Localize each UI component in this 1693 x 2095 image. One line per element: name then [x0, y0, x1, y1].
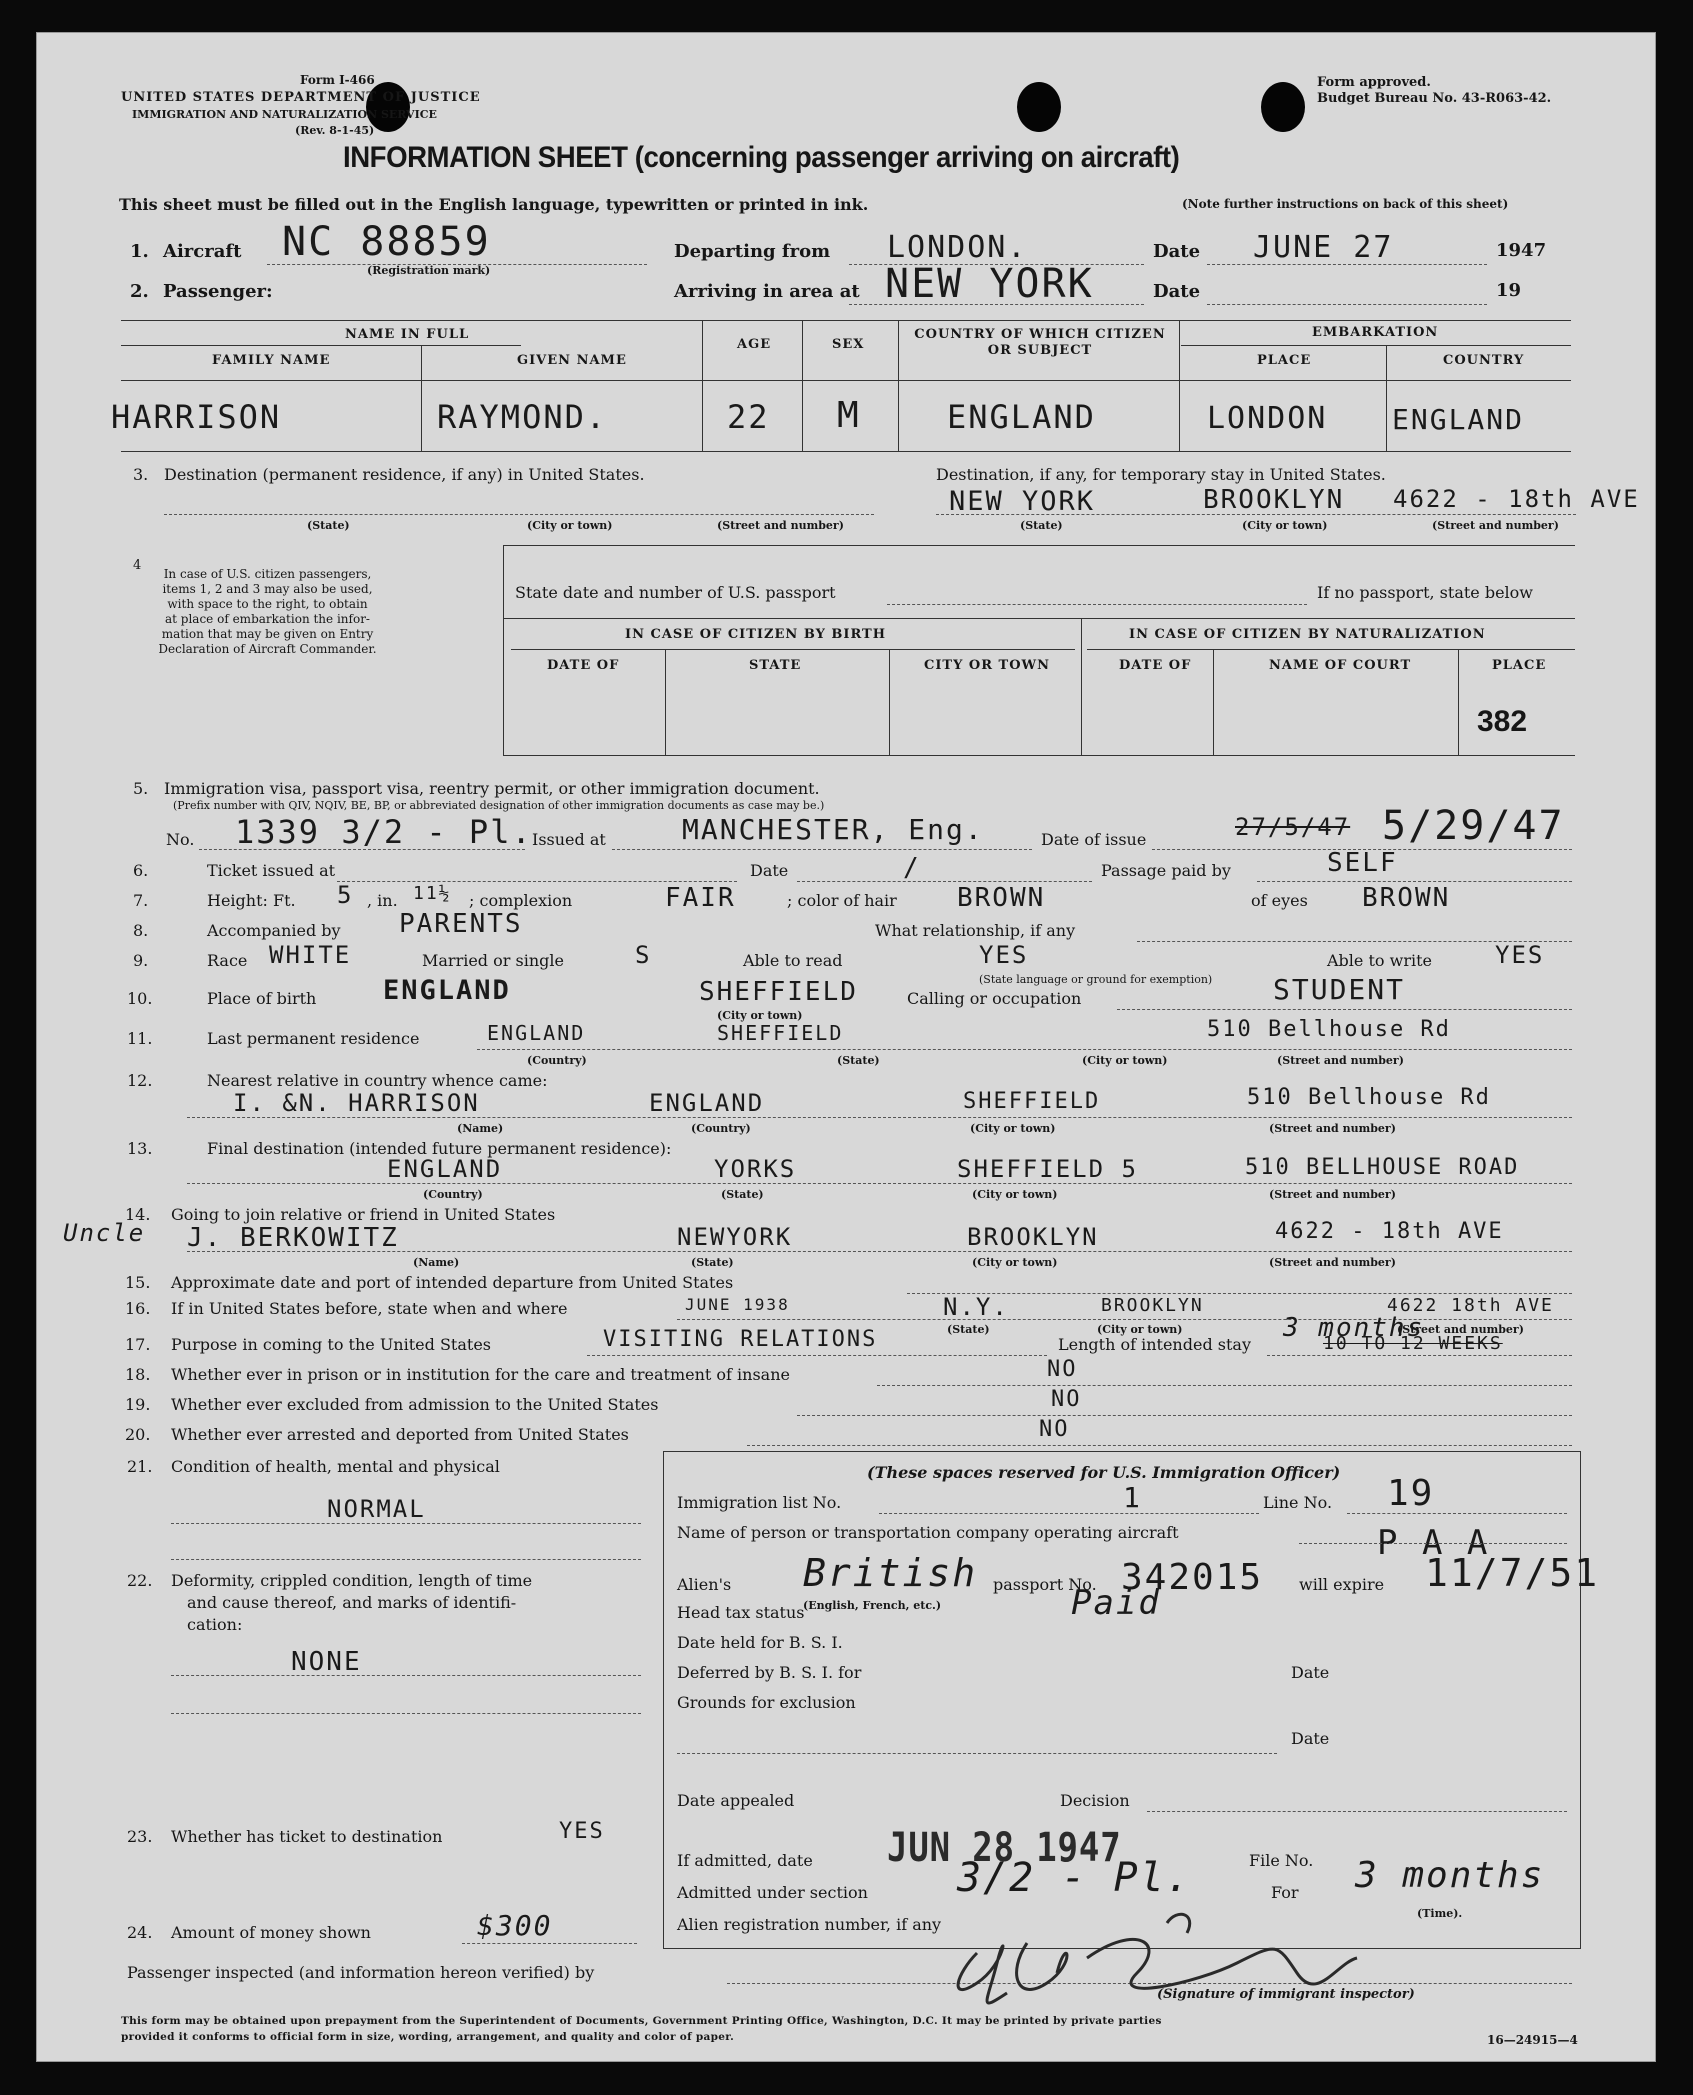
line-number: 2.	[130, 281, 149, 302]
table-rule	[665, 649, 666, 755]
destination-label: Destination (permanent residence, if any) in United States.	[164, 465, 645, 484]
immigration-list-value: 1	[1123, 1481, 1142, 1514]
occupation-label: Calling or occupation	[907, 989, 1082, 1008]
health-value: NORMAL	[327, 1495, 426, 1523]
deformity-value: NONE	[291, 1647, 362, 1677]
table-rule	[121, 451, 1571, 452]
revision: (Rev. 8-1-45)	[295, 124, 375, 137]
line-number: 14.	[125, 1205, 151, 1224]
table-rule	[1179, 320, 1180, 451]
race-label: Race	[207, 951, 248, 970]
temp-destination-label: Destination, if any, for temporary stay in United States.	[936, 465, 1386, 484]
dotted-line	[1267, 1355, 1572, 1356]
col-header: DATE OF	[547, 658, 620, 673]
immigration-list-label: Immigration list No.	[677, 1493, 842, 1512]
line-number: 24.	[127, 1923, 153, 1942]
sex-header: SEX	[832, 337, 865, 352]
ticket-destination-value: YES	[559, 1819, 605, 1844]
head-tax-label: Head tax status	[677, 1603, 805, 1622]
table-rule	[503, 545, 504, 755]
read-value: YES	[979, 941, 1029, 969]
dotted-line	[936, 514, 1576, 515]
dotted-line	[797, 881, 1092, 882]
table-rule	[702, 320, 703, 451]
deported-label: Whether ever arrested and deported from United States	[171, 1425, 629, 1444]
dotted-line	[797, 1415, 1572, 1416]
dotted-line	[337, 881, 737, 882]
age-header: AGE	[737, 337, 772, 352]
visa-no-value: 1339 3/2 - Pl.	[235, 813, 533, 851]
city-caption: (City or town)	[972, 1188, 1058, 1201]
table-rule	[1081, 618, 1082, 755]
note: (Note further instructions on back of this sheet)	[1182, 197, 1509, 211]
passport-no-label: passport No.	[993, 1575, 1097, 1594]
officer-box-title: (These spaces reserved for U.S. Immigration Officer)	[867, 1463, 1341, 1482]
join-relationship-value: Uncle	[63, 1219, 146, 1247]
table-rule	[503, 755, 1575, 756]
previous-when-value: JUNE 1938	[685, 1295, 790, 1314]
inspected-label: Passenger inspected (and information hereon verified) by	[127, 1963, 595, 1982]
line-number: 11.	[127, 1029, 153, 1048]
residence-street-value: 510 Bellhouse Rd	[1207, 1017, 1451, 1042]
final-destination-label: Final destination (intended future permanent residence):	[207, 1139, 672, 1158]
birth-place-label: Place of birth	[207, 989, 317, 1008]
hair-value: BROWN	[957, 883, 1046, 913]
final-country-value: ENGLAND	[387, 1155, 503, 1183]
head-tax-value: Paid	[1071, 1583, 1161, 1623]
dotted-line	[199, 849, 525, 850]
passage-paid-label: Passage paid by	[1101, 861, 1231, 880]
aliens-caption: (English, French, etc.)	[803, 1599, 942, 1612]
relative-country-value: ENGLAND	[649, 1089, 765, 1117]
col-header: PLACE	[1492, 658, 1547, 673]
admitted-label: If admitted, date	[677, 1851, 813, 1870]
aircraft-label: Aircraft	[163, 241, 242, 262]
join-name-value: J. BERKOWITZ	[187, 1223, 399, 1253]
join-relative-label: Going to join relative or friend in United States	[171, 1205, 556, 1224]
passenger-label: Passenger:	[163, 281, 273, 302]
no-passport-label: If no passport, state below	[1317, 583, 1533, 602]
language-caption: (State language or ground for exemption)	[979, 973, 1213, 986]
table-rule	[503, 618, 1575, 619]
street-caption: (Street and number)	[1269, 1256, 1396, 1269]
col-header: STATE	[749, 658, 802, 673]
city-caption: (City or town)	[1082, 1054, 1168, 1067]
table-rule	[1458, 649, 1459, 755]
departure-label: Approximate date and port of intended departure from United States	[171, 1273, 734, 1292]
dotted-line	[887, 604, 1307, 605]
final-street-value: 510 BELLHOUSE ROAD	[1245, 1155, 1520, 1180]
expire-value: 11/7/51	[1425, 1551, 1600, 1595]
line-number: 21.	[127, 1457, 153, 1476]
birth-country-value: ENGLAND	[383, 975, 511, 1006]
city-caption: (City or town)	[1097, 1323, 1183, 1336]
height-ft-value: 5	[337, 881, 354, 909]
dotted-line	[877, 1385, 1572, 1386]
grounds-date-label: Date	[1291, 1729, 1330, 1748]
married-value: S	[635, 941, 652, 969]
dotted-line	[462, 1943, 637, 1944]
date-of-issue-label: Date of issue	[1041, 830, 1147, 849]
write-value: YES	[1495, 941, 1545, 969]
line-number: 18.	[125, 1365, 151, 1384]
table-rule	[1386, 345, 1387, 451]
naturalization-header: IN CASE OF CITIZEN BY NATURALIZATION	[1129, 627, 1486, 642]
line-number: 9.	[133, 951, 149, 970]
table-rule	[421, 345, 422, 451]
arriving-label: Arriving in area at	[674, 281, 860, 302]
street-caption: (Street and number)	[1432, 519, 1559, 532]
table-rule	[1087, 649, 1575, 650]
line-number: 15.	[125, 1273, 151, 1292]
street-caption: (Street and number)	[717, 519, 844, 532]
aliens-label: Alien's	[677, 1575, 732, 1594]
dotted-line	[267, 264, 647, 265]
stay-value: 3 months	[1283, 1313, 1425, 1343]
relative-label: Nearest relative in country whence came:	[207, 1071, 548, 1090]
table-rule	[1181, 345, 1571, 346]
deferred-label: Deferred by B. S. I. for	[677, 1663, 862, 1682]
punch-hole	[1261, 82, 1305, 132]
dotted-line	[164, 514, 874, 515]
ticket-label: Ticket issued at	[207, 861, 336, 880]
aircraft-value: NC 88859	[282, 219, 491, 265]
deported-value: NO	[1039, 1417, 1070, 1442]
money-value: $300	[477, 1909, 553, 1942]
state-caption: (State)	[691, 1256, 734, 1269]
married-label: Married or single	[422, 951, 564, 970]
grounds-label: Grounds for exclusion	[677, 1693, 856, 1712]
line-no-value: 19	[1387, 1473, 1435, 1514]
citizen-note-line: at place of embarkation the infor-	[165, 612, 370, 626]
final-city-value: SHEFFIELD 5	[957, 1155, 1138, 1183]
line-number: 6.	[133, 861, 149, 880]
relative-street-value: 510 Bellhouse Rd	[1247, 1085, 1491, 1110]
residence-state-value: SHEFFIELD	[717, 1021, 844, 1045]
table-rule	[511, 649, 1075, 650]
prison-value: NO	[1047, 1357, 1078, 1382]
line-number: 1.	[130, 241, 149, 262]
date-label: Date	[1153, 241, 1201, 262]
line-number: 19.	[125, 1395, 151, 1414]
join-state-value: NEWYORK	[677, 1223, 793, 1251]
country-caption: (Country)	[423, 1188, 483, 1201]
birth-city-value: SHEFFIELD	[699, 977, 858, 1007]
inches-label: , in.	[367, 891, 398, 910]
budget-bureau: Budget Bureau No. 43-R063-42.	[1317, 91, 1552, 106]
state-caption: (State)	[947, 1323, 990, 1336]
dotted-line	[187, 1251, 1572, 1252]
previous-street-value: 4622 18th AVE	[1387, 1295, 1554, 1316]
issued-at-value: MANCHESTER, Eng.	[682, 813, 984, 846]
state-caption: (State)	[721, 1188, 764, 1201]
line-number: 8.	[133, 921, 149, 940]
citizen-note-line: items 1, 2 and 3 may also be used,	[162, 582, 373, 596]
registration-caption: (Registration mark)	[367, 264, 491, 277]
eyes-value: BROWN	[1362, 883, 1451, 913]
name-caption: (Name)	[413, 1256, 460, 1269]
deformity-label-2: and cause thereof, and marks of identifi-	[187, 1593, 517, 1612]
table-rule	[121, 345, 521, 346]
arriving-value: NEW YORK	[885, 261, 1094, 307]
name-caption: (Name)	[457, 1122, 504, 1135]
race-value: WHITE	[269, 941, 352, 969]
department: UNITED STATES DEPARTMENT OF JUSTICE	[121, 90, 481, 105]
line-number: 5.	[133, 779, 149, 798]
country-citizen-header: COUNTRY OF WHICH CITIZEN OR SUBJECT	[914, 327, 1166, 358]
col-header: CITY OR TOWN	[924, 658, 1051, 673]
passport-no-value: 342015	[1121, 1557, 1264, 1598]
join-street-value: 4622 - 18th AVE	[1275, 1219, 1504, 1244]
fine-print-1: This form may be obtained upon prepayment from the Superintendent of Documents, Government Printing Office, Washington, D.C. It may be printed by private parties	[121, 2015, 1162, 2027]
excluded-label: Whether ever excluded from admission to the United States	[171, 1395, 659, 1414]
visa-sub: (Prefix number with QIV, NQIV, BE, BP, or abbreviated designation of other immigration documents as case may be.)	[173, 799, 825, 812]
write-label: Able to write	[1327, 951, 1432, 970]
form-code: 16—24915—4	[1487, 2033, 1578, 2047]
temp-street-value: 4622 - 18th AVE	[1393, 485, 1640, 513]
passage-paid-value: SELF	[1327, 848, 1398, 878]
stamp-number: 382	[1477, 705, 1528, 738]
stay-label: Length of intended stay	[1058, 1335, 1251, 1354]
dotted-line	[171, 1559, 641, 1560]
year-value: 19	[1496, 280, 1522, 301]
date-label: Date	[1153, 281, 1201, 302]
instruction: This sheet must be filled out in the English language, typewritten or printed in ink.	[119, 195, 869, 214]
line-no-label: Line No.	[1263, 1493, 1333, 1512]
dotted-line	[612, 849, 1032, 850]
table-rule	[1213, 649, 1214, 755]
section-label: Admitted under section	[677, 1883, 868, 1902]
punch-hole	[1017, 82, 1061, 132]
section-value: 3/2 - Pl.	[957, 1855, 1192, 1901]
citizen-note-line: with space to the right, to obtain	[167, 597, 368, 611]
name-in-full-header: NAME IN FULL	[345, 327, 470, 342]
dotted-line	[1347, 1513, 1567, 1514]
dotted-line	[1299, 1543, 1567, 1544]
occupation-value: STUDENT	[1273, 973, 1406, 1006]
birth-header: IN CASE OF CITIZEN BY BIRTH	[625, 627, 886, 642]
state-caption: (State)	[1020, 519, 1063, 532]
street-caption: (Street and number)	[1397, 1323, 1524, 1336]
citizen-note	[155, 567, 380, 657]
line-number: 3.	[133, 465, 149, 484]
form-sheet	[36, 32, 1656, 2062]
complexion-value: FAIR	[665, 883, 736, 913]
line-number: 16.	[125, 1299, 151, 1318]
dotted-line	[171, 1523, 641, 1524]
passport-label: State date and number of U.S. passport	[515, 583, 836, 602]
line-number: 7.	[133, 891, 149, 910]
citizen-note-line: mation that may be given on Entry	[161, 627, 374, 641]
signature-caption: (Signature of immigrant inspector)	[1157, 1987, 1415, 2002]
appealed-label: Date appealed	[677, 1791, 795, 1810]
previous-visit-label: If in United States before, state when and where	[171, 1299, 568, 1318]
held-label: Date held for B. S. I.	[677, 1633, 843, 1652]
line-number: 4	[133, 558, 142, 573]
country-header: COUNTRY	[1443, 353, 1525, 368]
line-number: 23.	[127, 1827, 153, 1846]
family-name-value: HARRISON	[111, 398, 282, 436]
citizen-note-line: Declaration of Aircraft Commander.	[158, 642, 377, 656]
dotted-line	[747, 1445, 1572, 1446]
dotted-line	[187, 1117, 1572, 1118]
accompanied-label: Accompanied by	[207, 921, 341, 940]
dotted-line	[1207, 304, 1487, 305]
given-name-value: RAYMOND.	[437, 398, 608, 436]
prison-label: Whether ever in prison or in institution for the care and treatment of insane	[171, 1365, 790, 1384]
dotted-line	[879, 1513, 1259, 1514]
for-value: 3 months	[1355, 1855, 1545, 1896]
form-number: Form I-466	[300, 73, 375, 87]
date-value: JUNE 27	[1253, 230, 1394, 265]
table-rule	[802, 320, 803, 451]
admitted-date-stamp: JUN 28 1947	[887, 1825, 1122, 1871]
for-label: For	[1271, 1883, 1299, 1902]
relative-city-value: SHEFFIELD	[963, 1089, 1101, 1114]
citizen-note-line: In case of U.S. citizen passengers,	[163, 567, 372, 581]
state-caption: (State)	[307, 519, 350, 532]
sex-value: M	[837, 395, 861, 436]
ticket-destination-label: Whether has ticket to destination	[171, 1827, 443, 1846]
height-in-value: 11½	[413, 883, 452, 904]
year-value: 1947	[1496, 240, 1547, 261]
join-city-value: BROOKLYN	[967, 1223, 1099, 1251]
previous-state-value: N.Y.	[943, 1293, 1009, 1321]
hair-label: ; color of hair	[787, 891, 897, 910]
relationship-label: What relationship, if any	[875, 921, 1076, 940]
aliens-value: British	[803, 1551, 978, 1595]
time-caption: (Time).	[1417, 1907, 1463, 1920]
col-header: DATE OF	[1119, 658, 1192, 673]
dotted-line	[849, 304, 1144, 305]
embarkation-header: EMBARKATION	[1312, 325, 1439, 340]
money-label: Amount of money shown	[171, 1923, 371, 1942]
company-label: Name of person or transportation company operating aircraft	[677, 1523, 1179, 1542]
issued-at-label: Issued at	[532, 830, 606, 849]
dotted-line	[1257, 881, 1572, 882]
city-caption: (City or town)	[527, 519, 613, 532]
citizen-value: ENGLAND	[947, 398, 1096, 436]
line-number: 10.	[127, 989, 153, 1008]
accompanied-value: PARENTS	[399, 909, 523, 939]
departing-label: Departing from	[674, 241, 831, 262]
expire-label: will expire	[1299, 1575, 1385, 1594]
deformity-label-1: Deformity, crippled condition, length of time	[171, 1571, 533, 1590]
line-number: 12.	[127, 1071, 153, 1090]
read-label: Able to read	[743, 951, 843, 970]
residence-country-value: ENGLAND	[487, 1021, 586, 1045]
dotted-line	[171, 1713, 641, 1714]
given-name-header: GIVEN NAME	[517, 353, 627, 368]
table-rule	[503, 545, 1575, 546]
dotted-line	[187, 1183, 1572, 1184]
dotted-line	[171, 1675, 641, 1676]
place-header: PLACE	[1257, 353, 1312, 368]
previous-city-value: BROOKLYN	[1101, 1295, 1204, 1316]
embark-country-value: ENGLAND	[1392, 403, 1525, 436]
complexion-label: ; complexion	[469, 891, 573, 910]
excluded-value: NO	[1051, 1387, 1082, 1412]
dotted-line	[1207, 264, 1487, 265]
table-rule	[889, 649, 890, 755]
line-number: 17.	[125, 1335, 151, 1354]
city-caption: (City or town)	[1242, 519, 1328, 532]
visa-no-label: No.	[166, 830, 195, 849]
dotted-line	[677, 1319, 1572, 1320]
line-number: 20.	[125, 1425, 151, 1444]
temp-city-value: BROOKLYN	[1203, 485, 1345, 515]
date-of-issue-value: 5/29/47	[1382, 803, 1565, 849]
final-state-value: YORKS	[714, 1155, 797, 1183]
country-caption: (Country)	[691, 1122, 751, 1135]
visa-label: Immigration visa, passport visa, reentry permit, or other immigration document.	[164, 779, 820, 798]
date-of-issue-struck: 27/5/47	[1235, 813, 1351, 841]
eyes-label: of eyes	[1251, 891, 1308, 910]
purpose-value: VISITING RELATIONS	[603, 1327, 878, 1352]
ticket-date-label: Date	[750, 861, 789, 880]
state-caption: (State)	[837, 1054, 880, 1067]
table-rule	[121, 380, 1571, 381]
table-rule	[898, 320, 899, 451]
residence-label: Last permanent residence	[207, 1029, 420, 1048]
purpose-label: Purpose in coming to the United States	[171, 1335, 491, 1354]
age-value: 22	[727, 398, 770, 436]
dotted-line	[1147, 1811, 1567, 1812]
form-title: INFORMATION SHEET (concerning passenger arriving on aircraft)	[343, 141, 1180, 174]
city-caption: (City or town)	[717, 1009, 803, 1022]
fine-print-2: provided it conforms to official form in size, wording, arrangement, and quality and color of paper.	[121, 2031, 735, 2043]
city-caption: (City or town)	[972, 1256, 1058, 1269]
table-rule	[121, 320, 1571, 321]
dotted-line	[587, 1355, 1047, 1356]
decision-label: Decision	[1060, 1791, 1130, 1810]
dotted-line	[477, 1049, 1572, 1050]
temp-state-value: NEW YORK	[949, 486, 1096, 517]
file-no-label: File No.	[1249, 1851, 1314, 1870]
relative-name-value: I. &N. HARRISON	[233, 1089, 480, 1117]
street-caption: (Street and number)	[1269, 1188, 1396, 1201]
embark-place-value: LONDON	[1207, 401, 1328, 436]
line-number: 13.	[127, 1139, 153, 1158]
dotted-line	[677, 1753, 1277, 1754]
form-approved: Form approved.	[1317, 75, 1431, 90]
street-caption: (Street and number)	[1269, 1122, 1396, 1135]
col-header: NAME OF COURT	[1269, 658, 1412, 673]
ticket-date-mark: /	[903, 853, 921, 883]
street-caption: (Street and number)	[1277, 1054, 1404, 1067]
health-label: Condition of health, mental and physical	[171, 1457, 500, 1476]
dotted-line	[1117, 1009, 1572, 1010]
line-number: 22.	[127, 1571, 153, 1590]
departing-value: LONDON.	[887, 230, 1028, 265]
city-caption: (City or town)	[970, 1122, 1056, 1135]
registration-label: Alien registration number, if any	[677, 1915, 942, 1934]
service: IMMIGRATION AND NATURALIZATION SERVICE	[132, 108, 437, 121]
country-caption: (Country)	[527, 1054, 587, 1067]
stay-struck-value: 10 TO 12 WEEKS	[1323, 1333, 1503, 1354]
deferred-date-label: Date	[1291, 1663, 1330, 1682]
height-label: Height: Ft.	[207, 891, 296, 910]
deformity-label-3: cation:	[187, 1615, 243, 1634]
company-value: P A A	[1377, 1523, 1490, 1563]
family-name-header: FAMILY NAME	[212, 353, 331, 368]
